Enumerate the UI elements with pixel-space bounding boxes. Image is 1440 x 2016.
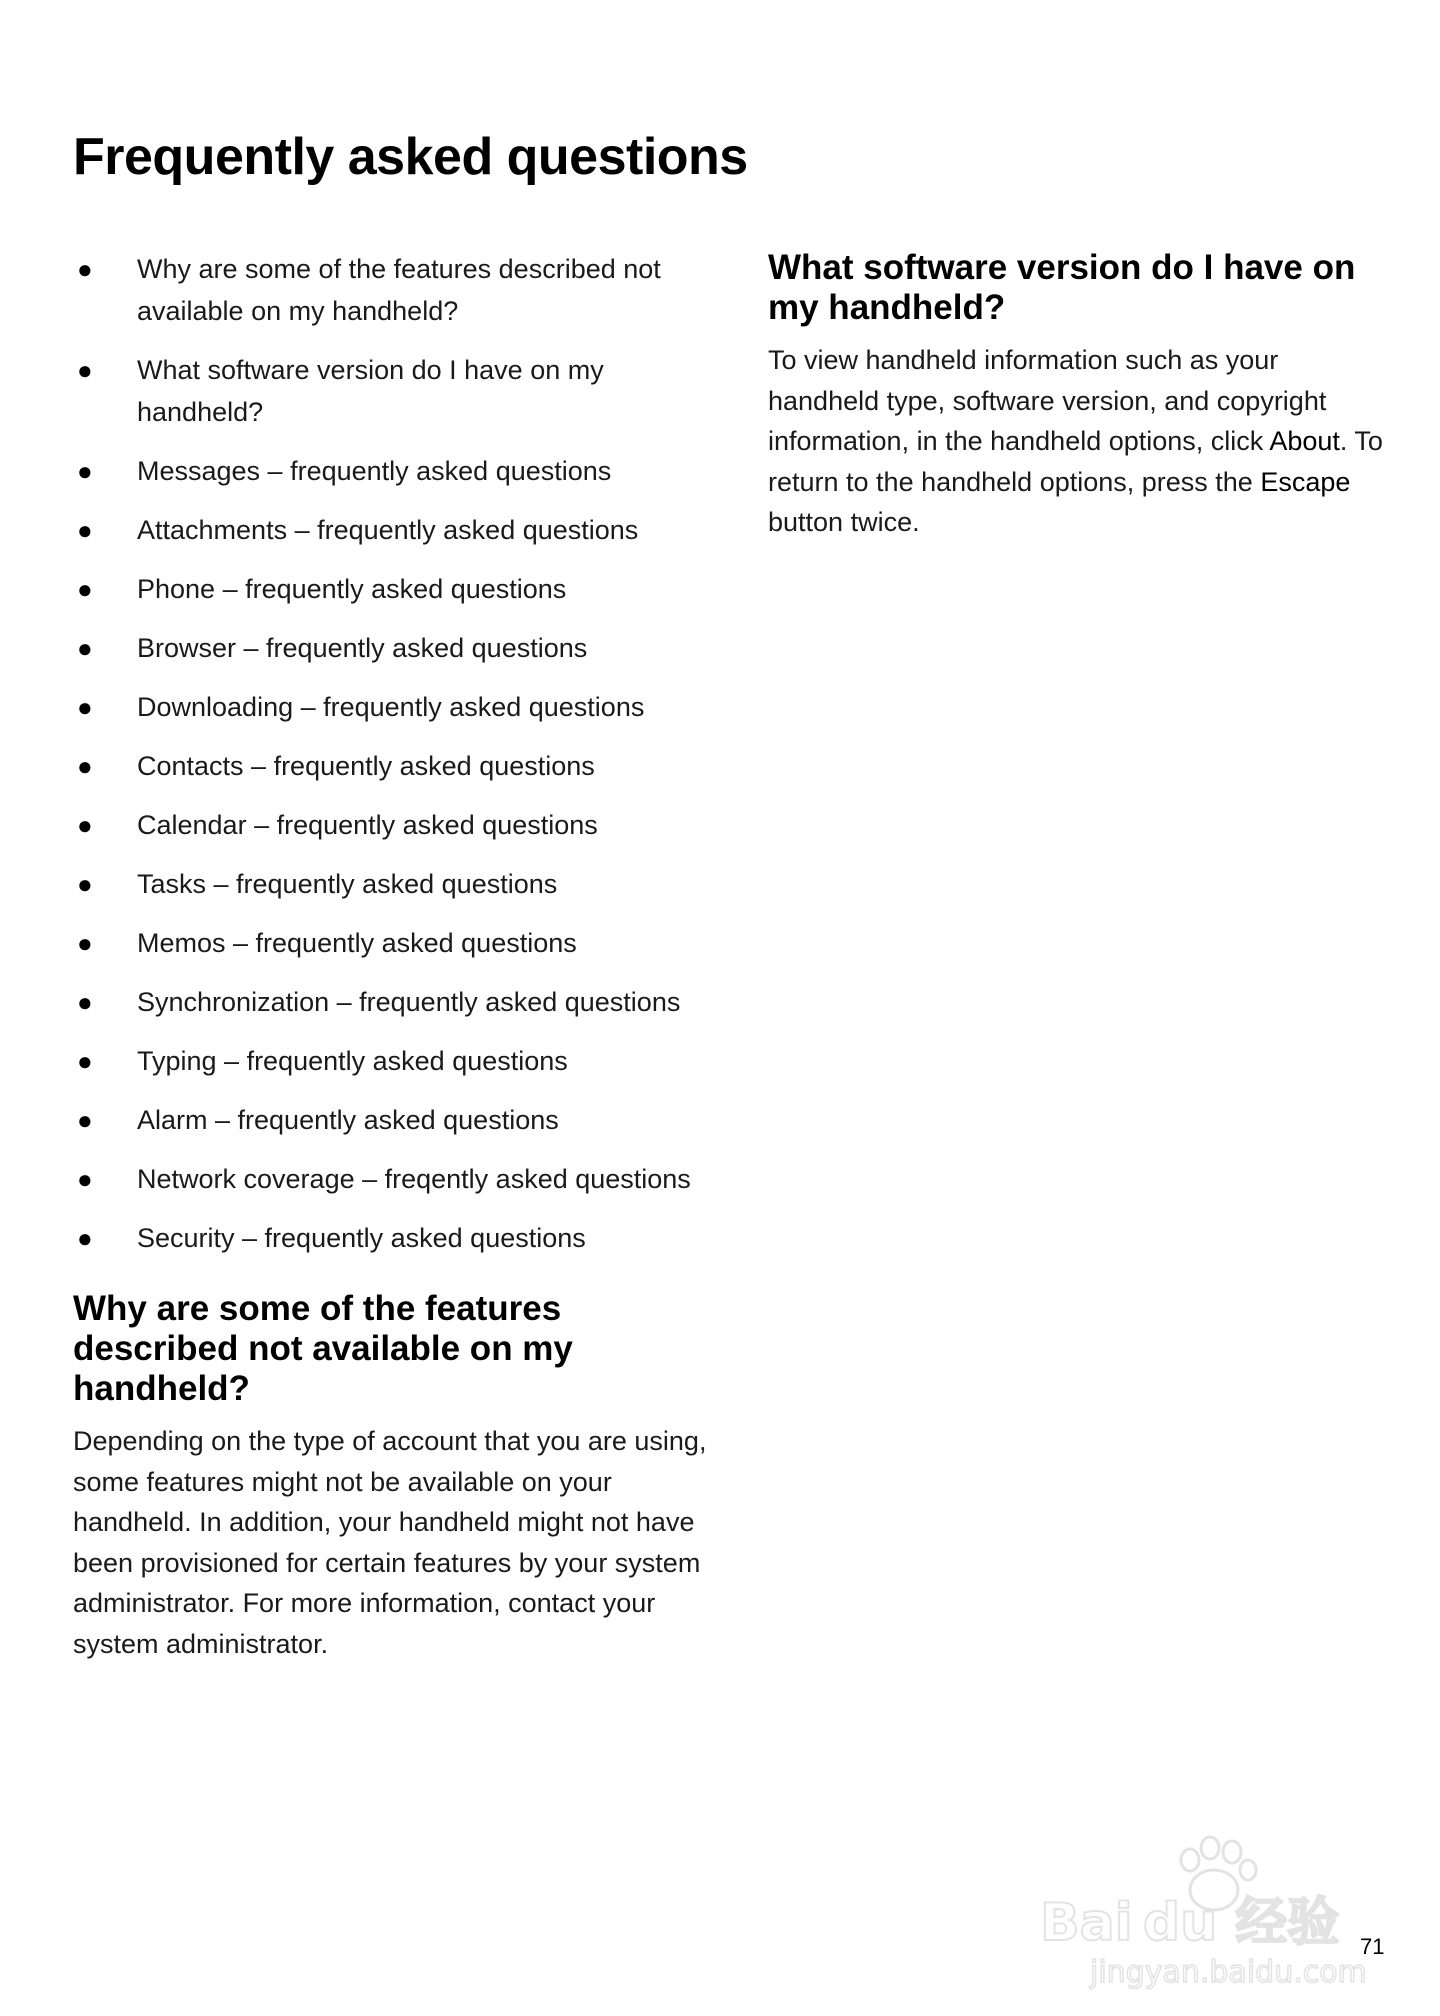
faq-topic-item[interactable]	[73, 1099, 713, 1141]
bullet-icon: ●	[77, 355, 93, 385]
page-number: 71	[1360, 1934, 1385, 1959]
bullet-icon: ●	[77, 515, 93, 545]
faq-topic-item[interactable]	[73, 922, 713, 964]
bullet-icon: ●	[77, 574, 93, 604]
bullet-icon: ●	[77, 751, 93, 781]
faq-topic-label: Why are some of the features described not available on my handheld?	[137, 254, 661, 326]
faq-topic-label: Attachments – frequently asked questions	[137, 515, 639, 545]
faq-topic-label: Calendar – frequently asked questions	[137, 810, 598, 840]
version-body-text: . To return to the handheld options, press the	[768, 426, 1383, 497]
escape-term: Escape	[1260, 466, 1351, 497]
bullet-icon: ●	[77, 987, 93, 1017]
bullet-icon: ●	[77, 1046, 93, 1076]
faq-topic-item[interactable]	[73, 349, 713, 433]
version-body-text: To view handheld information such as your handheld type, software version, and copyright information, in the handheld options, click	[768, 345, 1327, 456]
faq-topic-item[interactable]	[73, 745, 713, 787]
baidu-watermark-logo	[1030, 1820, 1390, 2000]
bullet-icon: ●	[77, 254, 93, 284]
faq-topic-label: Synchronization – frequently asked questions	[137, 987, 681, 1017]
faq-topic-item[interactable]	[73, 1040, 713, 1082]
bullet-icon: ●	[77, 1105, 93, 1135]
faq-topic-item[interactable]	[73, 627, 713, 669]
faq-topic-item[interactable]	[73, 248, 713, 332]
bullet-icon: ●	[77, 633, 93, 663]
right-column	[768, 248, 1388, 543]
faq-topic-label: Downloading – frequently asked questions	[137, 692, 645, 722]
faq-topic-item[interactable]	[73, 1158, 713, 1200]
faq-topic-item[interactable]	[73, 509, 713, 551]
faq-topic-list	[73, 248, 713, 1259]
left-column	[73, 248, 713, 1664]
faq-topic-label: What software version do I have on my handheld?	[137, 355, 604, 427]
faq-topic-label: Alarm – frequently asked questions	[137, 1105, 559, 1135]
bullet-icon: ●	[77, 1164, 93, 1194]
faq-topic-item[interactable]	[73, 568, 713, 610]
version-body-text: button twice.	[768, 507, 920, 537]
bullet-icon: ●	[77, 869, 93, 899]
version-body	[768, 340, 1388, 543]
features-section	[73, 1289, 713, 1664]
page-title: Frequently asked questions	[73, 128, 748, 186]
bullet-icon: ●	[77, 810, 93, 840]
faq-topic-label: Contacts – frequently asked questions	[137, 751, 595, 781]
about-term: About	[1269, 426, 1340, 456]
watermark-brand: Bai du 经验	[1040, 1893, 1340, 1953]
features-heading: Why are some of the features described not available on my handheld?	[73, 1289, 573, 1408]
faq-topic-label: Network coverage – freqently asked questions	[137, 1164, 691, 1194]
bullet-icon: ●	[77, 456, 93, 486]
faq-topic-label: Messages – frequently asked questions	[137, 456, 612, 486]
faq-topic-item[interactable]	[73, 981, 713, 1023]
bullet-icon: ●	[77, 1223, 93, 1253]
version-heading: What software version do I have on my handheld?	[768, 248, 1356, 327]
faq-topic-item[interactable]	[73, 1217, 713, 1259]
faq-topic-label: Typing – frequently asked questions	[137, 1046, 568, 1076]
faq-topic-item[interactable]	[73, 804, 713, 846]
faq-topic-label: Security – frequently asked questions	[137, 1223, 586, 1253]
faq-topic-label: Memos – frequently asked questions	[137, 928, 577, 958]
faq-topic-item[interactable]	[73, 450, 713, 492]
features-body: Depending on the type of account that you are using, some features might not be available on your handheld. In addition, your handheld might not have been provisioned for certain features by your system administrator. For more information, contact your system administrator.	[73, 1426, 707, 1659]
faq-topic-label: Phone – frequently asked questions	[137, 574, 567, 604]
bullet-icon: ●	[77, 692, 93, 722]
faq-topic-label: Browser – frequently asked questions	[137, 633, 588, 663]
watermark-url: jingyan.baidu.com	[1090, 1955, 1367, 1990]
bullet-icon: ●	[77, 928, 93, 958]
faq-topic-item[interactable]	[73, 686, 713, 728]
faq-topic-label: Tasks – frequently asked questions	[137, 869, 558, 899]
faq-topic-item[interactable]	[73, 863, 713, 905]
